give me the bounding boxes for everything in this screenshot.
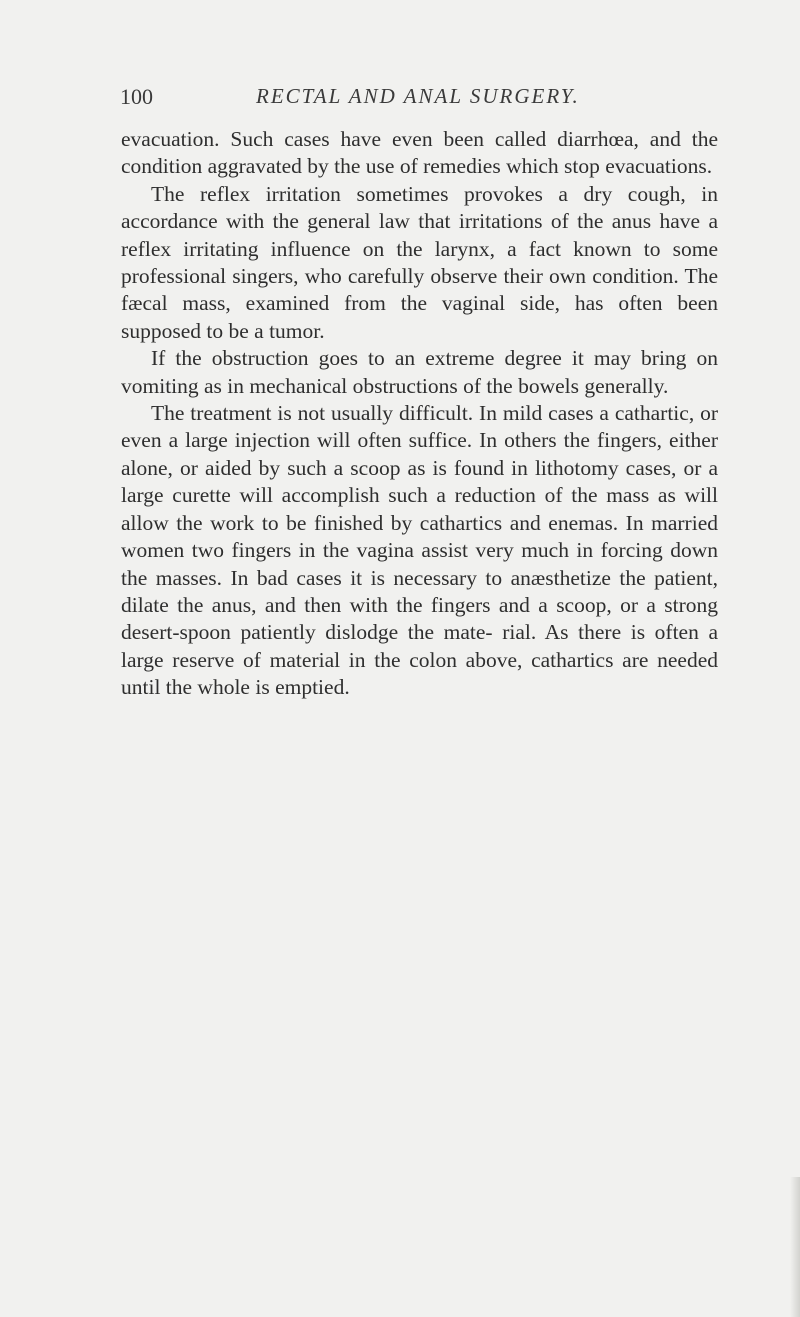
- running-head: RECTAL AND ANAL SURGERY.: [256, 84, 580, 108]
- paragraph-obstruction: If the obstruction goes to an extreme degree it may bring on vomiting as in mechanical obstructions of the bowels generally.: [121, 346, 718, 398]
- page-edge-shadow: [790, 1177, 800, 1317]
- body-text: [121, 126, 718, 702]
- page-header: [120, 84, 720, 114]
- paragraph-continuation: evacuation. Such cases have even been called diarrhœa, and the condition aggravated by the use of remedies which stop evacuations.: [121, 127, 718, 179]
- page-number: 100: [120, 84, 153, 109]
- paragraph-reflex-irritation: The reflex irritation sometimes provokes a dry cough, in accordance with the general law that irritations of the anus have a reflex irritating influence on the larynx, a fact known to some professional singers, who carefully observe their own condition. The fæcal mass, examined from the vaginal side, has often been supposed to be a tumor.: [121, 181, 718, 343]
- paragraph-treatment: The treatment is not usually difficult. In mild cases a cathartic, or even a large injection will often suffice. In others the fingers, either alone, or aided by such a scoop as is found in lithotomy cases, or a large curette will accomplish such a reduction of the mass as will allow the work to be finished by cathartics and enemas. In married women two fingers in the vagina assist very much in forcing down the masses. In bad cases it is necessary to anæsthetize the patient, dilate the anus, and then with the fingers and a scoop, or a strong desert-spoon patiently dislodge the mate- rial. As there is often a large reserve of material in the colon above, cathartics are needed until the whole is emptied.: [121, 401, 718, 700]
